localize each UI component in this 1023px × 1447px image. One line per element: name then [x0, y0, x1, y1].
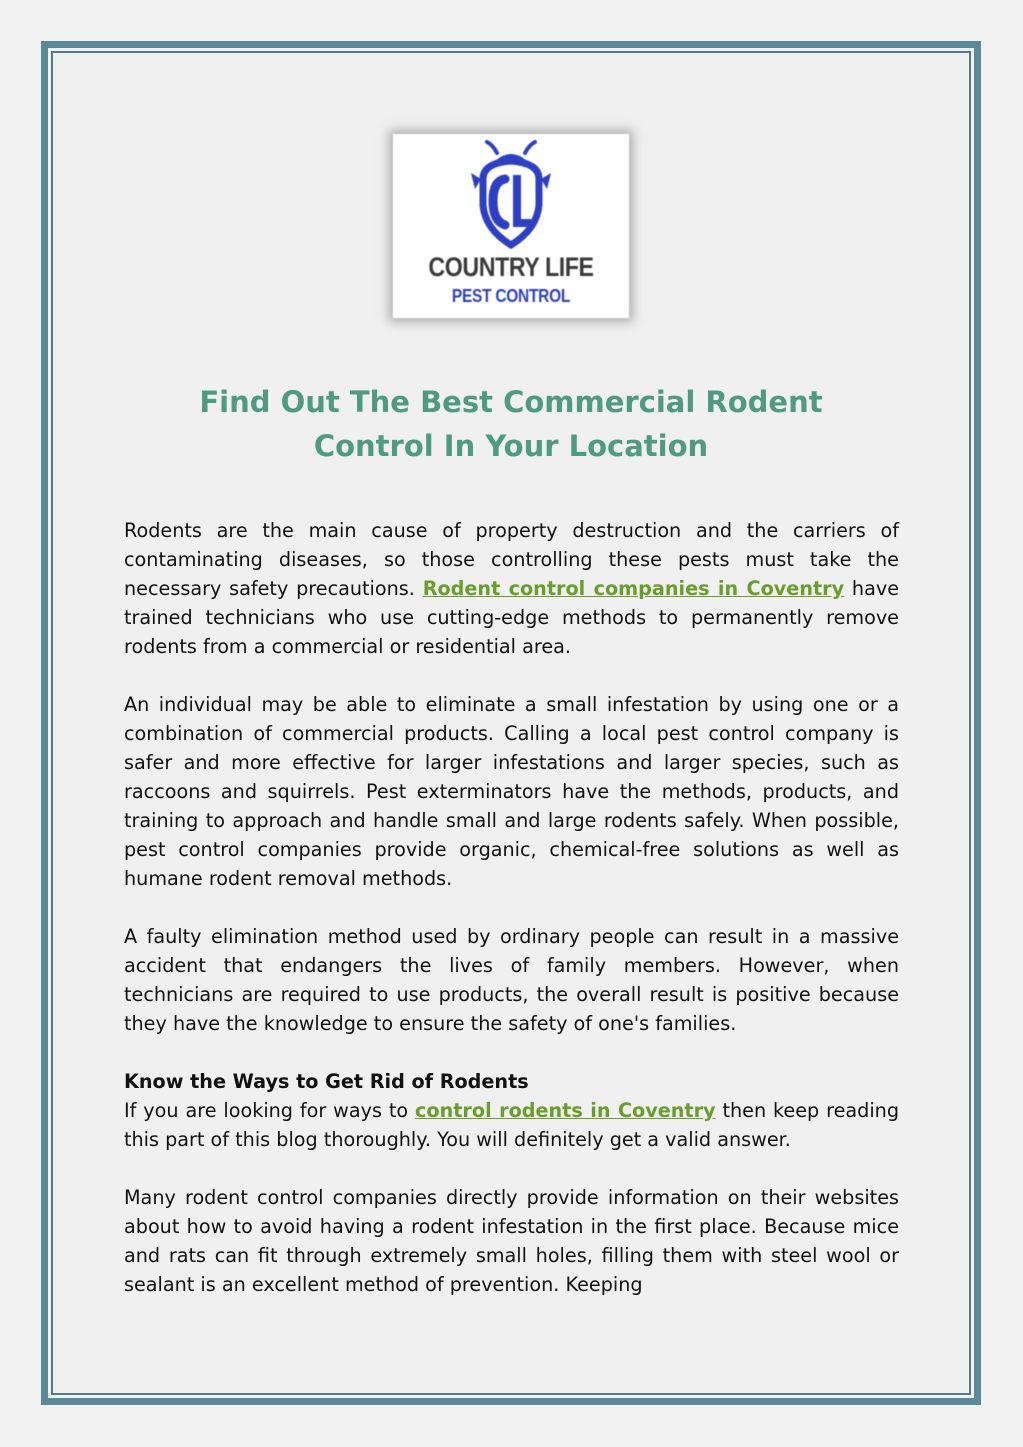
paragraph-prevention: Many rodent control companies directly provide information on their websites about how to avoid having a rodent infestation in the first place. Because mice and rats can fit through extremely small holes, filling them with steel wool or sealant is an excellent method of prevention. Keeping — [124, 1186, 899, 1296]
paragraph-ways-text-1: If you are looking for ways to — [124, 1099, 416, 1122]
logo-company-name: COUNTRY LIFE — [428, 252, 594, 282]
paragraph-intro-text-2: have trained technicians who use cutting-edge methods to permanently remove rodents from a commercial or residential area. — [124, 577, 900, 658]
section-heading: Know the Ways to Get Rid of Rodents — [124, 1070, 529, 1093]
paragraph-individual-infestation: An individual may be able to eliminate a small infestation by using one or a combination of commercial products. Calling a local pest control company is safer and more effective for larger infestations and larger species, such as raccoons and squirrels. Pest exterminators have the methods, products, and training to approach and handle small and large rodents safely. When possible, pest control companies provide organic, chemical-free solutions as well as humane rodent removal methods. — [124, 693, 899, 890]
paragraph-ways-text-2: then keep reading this part of this blog thoroughly. You will definitely get a valid answer. — [124, 1099, 900, 1151]
logo-company-tagline: PEST CONTROL — [451, 286, 571, 306]
article-title-line-1: Find Out The Best Commercial Rodent — [199, 385, 823, 419]
paragraph-faulty-method: A faulty elimination method used by ordinary people can result in a massive accident that endangers the lives of family members. However, when technicians are required to use products, the overall result is positive because they have the knowledge to ensure the safety of one's families. — [124, 925, 899, 1035]
company-logo — [393, 134, 629, 318]
link-rodent-control-companies[interactable]: Rodent control companies in Coventry — [422, 577, 845, 600]
paragraph-intro-text-1: Rodents are the main cause of property destruction and the carriers of contaminating diseases, so those controlling these pests must take the necessary safety precautions. — [124, 519, 899, 600]
link-control-rodents[interactable]: control rodents in Coventry — [415, 1099, 716, 1122]
paragraph-intro — [124, 516, 899, 661]
paragraph-looking-for-ways — [124, 1096, 899, 1154]
article-title-line-2: Control In Your Location — [313, 429, 709, 463]
beetle-cl-monogram-icon — [467, 139, 555, 249]
article-title — [120, 380, 902, 468]
article-body — [124, 516, 899, 1299]
